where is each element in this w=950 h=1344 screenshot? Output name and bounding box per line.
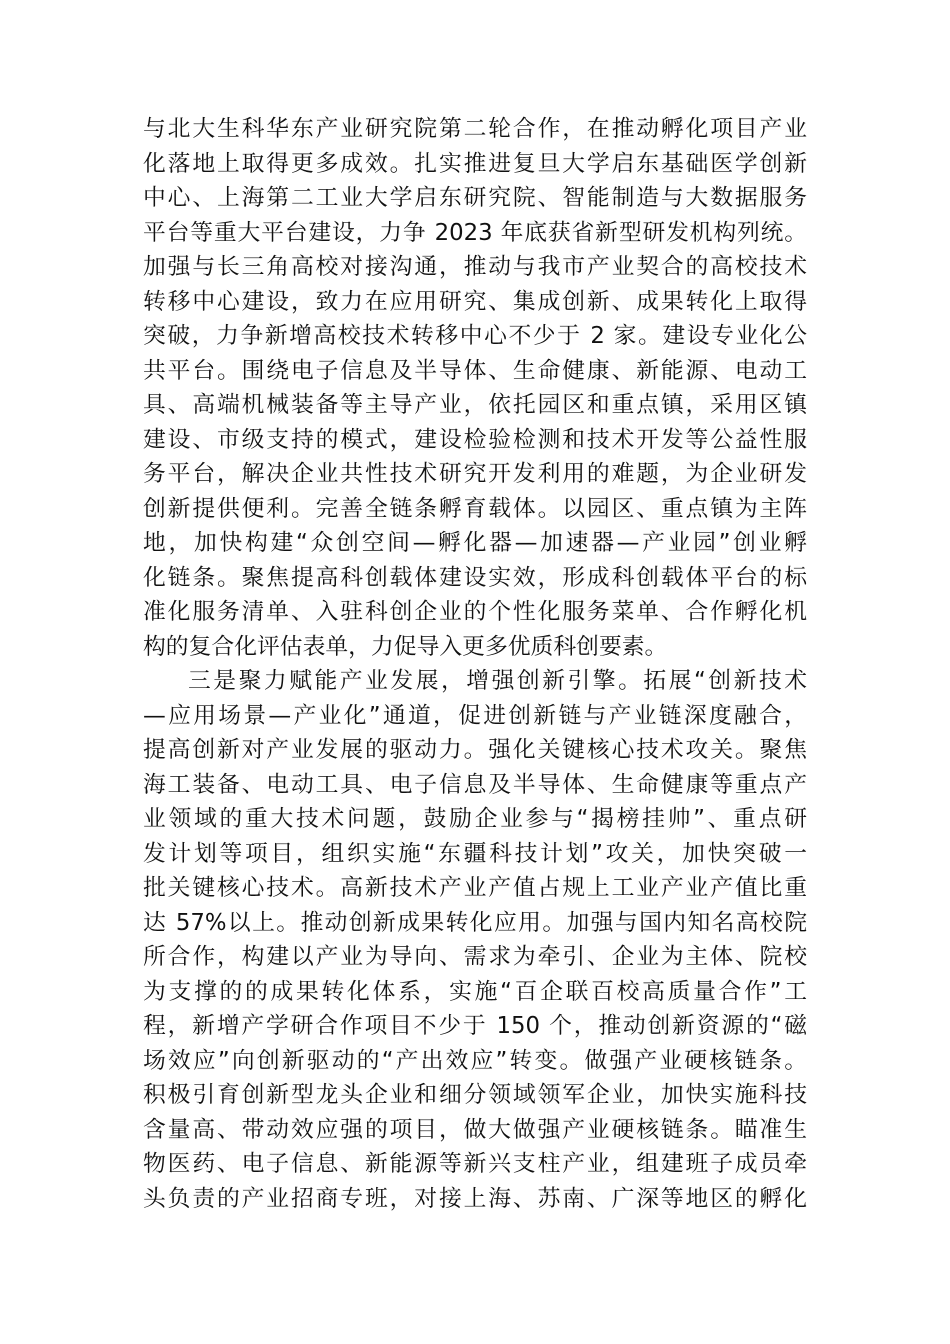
text-line: 平台等重大平台建设，力争 2023 年底获省新型研发机构列统。: [143, 219, 807, 246]
text-line: 务平台，解决企业共性技术研究开发利用的难题，为企业研发: [143, 461, 807, 487]
text-line: 突破，力争新增高校技术转移中心不少于 2 家。建设专业化公: [143, 323, 807, 349]
text-line: 头负责的产业招商专班，对接上海、苏南、广深等地区的孵化: [143, 1185, 807, 1212]
text-line: 提高创新对产业发展的驱动力。强化关键核心技术攻关。聚焦: [143, 737, 807, 763]
text-line: 业领域的重大技术问题，鼓励企业参与“揭榜挂帅”、重点研: [143, 806, 807, 832]
paragraph-start-line: 三是聚力赋能产业发展，增强创新引擎。拓展“创新技术: [188, 668, 807, 694]
text-line: 转移中心建设，致力在应用研究、集成创新、成果转化上取得: [143, 288, 807, 315]
text-line: 积极引育创新型龙头企业和细分领域领军企业，加快实施科技: [143, 1082, 807, 1108]
text-line: 建设、市级支持的模式，建设检验检测和技术开发等公益性服: [143, 426, 807, 453]
text-line: 为支撑的的成果转化体系，实施“百企联百校高质量合作”工: [143, 978, 807, 1005]
text-line: 与北大生科华东产业研究院第二轮合作，在推动孵化项目产业: [143, 116, 807, 142]
text-line: 程，新增产学研合作项目不少于 150 个，推动创新资源的“磁: [143, 1013, 807, 1039]
text-line: 具、高端机械装备等主导产业，依托园区和重点镇，采用区镇: [143, 392, 807, 418]
text-line: 化落地上取得更多成效。扎实推进复旦大学启东基础医学创新: [143, 150, 807, 177]
text-line: 海工装备、电动工具、电子信息及半导体、生命健康等重点产: [143, 771, 807, 798]
text-line: 发计划等项目，组织实施“东疆科技计划”攻关，加快突破一: [143, 840, 807, 867]
text-line: 物医药、电子信息、新能源等新兴支柱产业，组建班子成员牵: [143, 1151, 807, 1177]
text-line: 创新提供便利。完善全链条孵育载体。以园区、重点镇为主阵: [143, 495, 807, 522]
text-line: 准化服务清单、入驻科创企业的个性化服务菜单、合作孵化机: [143, 599, 807, 625]
text-line: —应用场景—产业化”通道，促进创新链与产业链深度融合，: [143, 702, 807, 729]
text-line: 地，加快构建“众创空间—孵化器—加速器—产业园”创业孵: [143, 530, 807, 556]
body-text: [143, 112, 807, 1216]
text-line: 加强与长三角高校对接沟通，推动与我市产业契合的高校技术: [143, 254, 807, 280]
text-line: 场效应”向创新驱动的“产出效应”转变。做强产业硬核链条。: [143, 1047, 807, 1074]
text-line: 批关键核心技术。高新技术产业产值占规上工业产业产值比重: [143, 875, 807, 901]
text-line: 构的复合化评估表单，力促导入更多优质科创要素。: [143, 633, 668, 660]
text-line: 含量高、带动效应强的项目，做大做强产业硬核链条。瞄准生: [143, 1116, 807, 1143]
text-line: 达 57%以上。推动创新成果转化应用。加强与国内知名高校院: [143, 909, 807, 936]
text-line: 所合作，构建以产业为导向、需求为牵引、企业为主体、院校: [143, 944, 807, 970]
text-line: 中心、上海第二工业大学启东研究院、智能制造与大数据服务: [143, 185, 807, 211]
text-line: 化链条。聚焦提高科创载体建设实效，形成科创载体平台的标: [143, 564, 807, 591]
text-line: 共平台。围绕电子信息及半导体、生命健康、新能源、电动工: [143, 357, 807, 384]
